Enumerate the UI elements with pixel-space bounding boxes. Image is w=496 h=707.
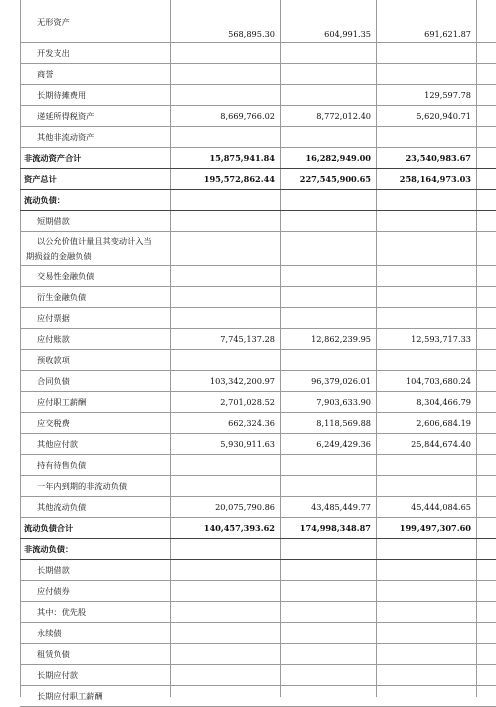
row-divider (20, 454, 496, 455)
row-label: 长期借款 (37, 565, 70, 575)
row-label: 商誉 (37, 69, 54, 79)
row-divider (20, 231, 496, 232)
row-divider (20, 538, 496, 539)
value-cell-col2: 16,282,949.00 (305, 153, 371, 163)
row-label: 一年内到期的非流动负债 (37, 481, 128, 491)
value-cell-col1: 20,075,790.86 (215, 502, 275, 512)
row-label: 长期应付职工薪酬 (37, 691, 103, 701)
row-label: 其他非流动资产 (37, 132, 95, 142)
row-divider (20, 307, 496, 308)
value-cell-col1: 103,342,200.97 (209, 376, 275, 386)
row-label: 资产总计 (24, 174, 57, 184)
value-cell-col3: 12,593,717.33 (411, 334, 471, 344)
value-cell-col2: 8,118,569.88 (316, 418, 371, 428)
value-cell-col2: 227,545,900.65 (299, 174, 371, 184)
value-cell-col3: 199,497,307.60 (399, 523, 471, 533)
value-cell-col3: 691,621.87 (424, 29, 471, 39)
row-label: 预收款项 (37, 355, 70, 365)
row-label: 开发支出 (37, 48, 70, 58)
value-cell-col2: 12,862,239.95 (311, 334, 371, 344)
value-cell-col1: 7,745,137.28 (220, 334, 275, 344)
value-cell-col1: 2,701,028.52 (220, 397, 275, 407)
row-divider (20, 349, 496, 350)
row-label: 流动负债合计 (24, 523, 74, 533)
row-label: 长期应付款 (37, 670, 78, 680)
row-label: 交易性金融负债 (37, 271, 95, 281)
row-divider (20, 601, 496, 602)
row-label: 其他流动负债 (37, 502, 87, 512)
row-label: 短期借款 (37, 216, 70, 226)
value-cell-col1: 8,669,766.02 (220, 111, 275, 121)
row-label: 以公允价值计量且其变动计入当 (37, 236, 152, 246)
value-cell-col1: 5,930,911.63 (220, 439, 275, 449)
row-divider (20, 517, 496, 518)
row-divider (20, 391, 496, 392)
row-divider (20, 210, 496, 211)
value-cell-col3: 2,606,684.19 (416, 418, 471, 428)
row-label: 非流动负债： (24, 544, 74, 554)
row-divider (20, 370, 496, 371)
row-label: 应付账款 (37, 334, 70, 344)
row-label: 无形资产 (37, 17, 70, 27)
value-cell-col1: 140,457,393.62 (203, 523, 275, 533)
row-divider (20, 412, 496, 413)
row-label: 持有待售负债 (37, 460, 87, 470)
row-label: 其他应付款 (37, 439, 78, 449)
value-cell-col2: 174,998,348.87 (299, 523, 371, 533)
row-divider (20, 126, 496, 127)
row-divider (20, 496, 496, 497)
row-label: 递延所得税资产 (37, 111, 95, 121)
row-divider (20, 664, 496, 665)
row-label: 应付债券 (37, 586, 70, 596)
row-divider (20, 685, 496, 686)
row-divider (20, 265, 496, 266)
row-divider (20, 105, 496, 106)
value-cell-col3: 5,620,940.71 (416, 111, 471, 121)
value-cell-col1: 568,895.30 (228, 29, 275, 39)
value-cell-col3: 23,540,983.67 (405, 153, 471, 163)
row-divider (20, 580, 496, 581)
value-cell-col3: 25,844,674.40 (411, 439, 471, 449)
value-cell-col3: 45,444,084.65 (411, 502, 471, 512)
row-label: 应交税费 (37, 418, 70, 428)
row-label: 应付票据 (37, 313, 70, 323)
row-divider (20, 559, 496, 560)
value-cell-col2: 96,379,026.01 (311, 376, 371, 386)
value-cell-col1: 662,324.36 (228, 418, 275, 428)
row-label: 租赁负债 (37, 649, 70, 659)
value-cell-col3: 8,304,466.79 (416, 397, 471, 407)
row-divider (20, 643, 496, 644)
row-divider (20, 286, 496, 287)
value-cell-col3: 129,597.78 (424, 90, 471, 100)
row-divider (20, 189, 496, 190)
value-cell-col2: 604,991.35 (324, 29, 371, 39)
value-cell-col3: 104,703,680.24 (405, 376, 471, 386)
value-cell-col2: 7,903,633.90 (316, 397, 371, 407)
value-cell-col1: 195,572,862.44 (203, 174, 275, 184)
value-cell-col2: 8,772,012.40 (316, 111, 371, 121)
value-cell-col2: 43,485,449.77 (311, 502, 371, 512)
row-label-continued: 期损益的金融负债 (26, 251, 92, 261)
row-divider (20, 84, 496, 85)
row-divider (20, 42, 496, 43)
row-label: 应付职工薪酬 (37, 397, 87, 407)
row-divider (20, 168, 496, 169)
row-label: 非流动资产合计 (24, 153, 82, 163)
row-divider (20, 328, 496, 329)
row-divider (20, 475, 496, 476)
value-cell-col3: 258,164,973.03 (399, 174, 471, 184)
row-label: 衍生金融负债 (37, 292, 87, 302)
row-divider (20, 622, 496, 623)
row-label: 其中：优先股 (37, 607, 87, 617)
value-cell-col1: 15,875,941.84 (209, 153, 275, 163)
row-label: 合同负债 (37, 376, 70, 386)
row-divider (20, 63, 496, 64)
row-label: 长期待摊费用 (37, 90, 87, 100)
value-cell-col2: 6,249,429.36 (316, 439, 371, 449)
row-label: 永续债 (37, 628, 62, 638)
row-divider (20, 433, 496, 434)
row-divider (20, 147, 496, 148)
row-label: 流动负债： (24, 195, 65, 205)
